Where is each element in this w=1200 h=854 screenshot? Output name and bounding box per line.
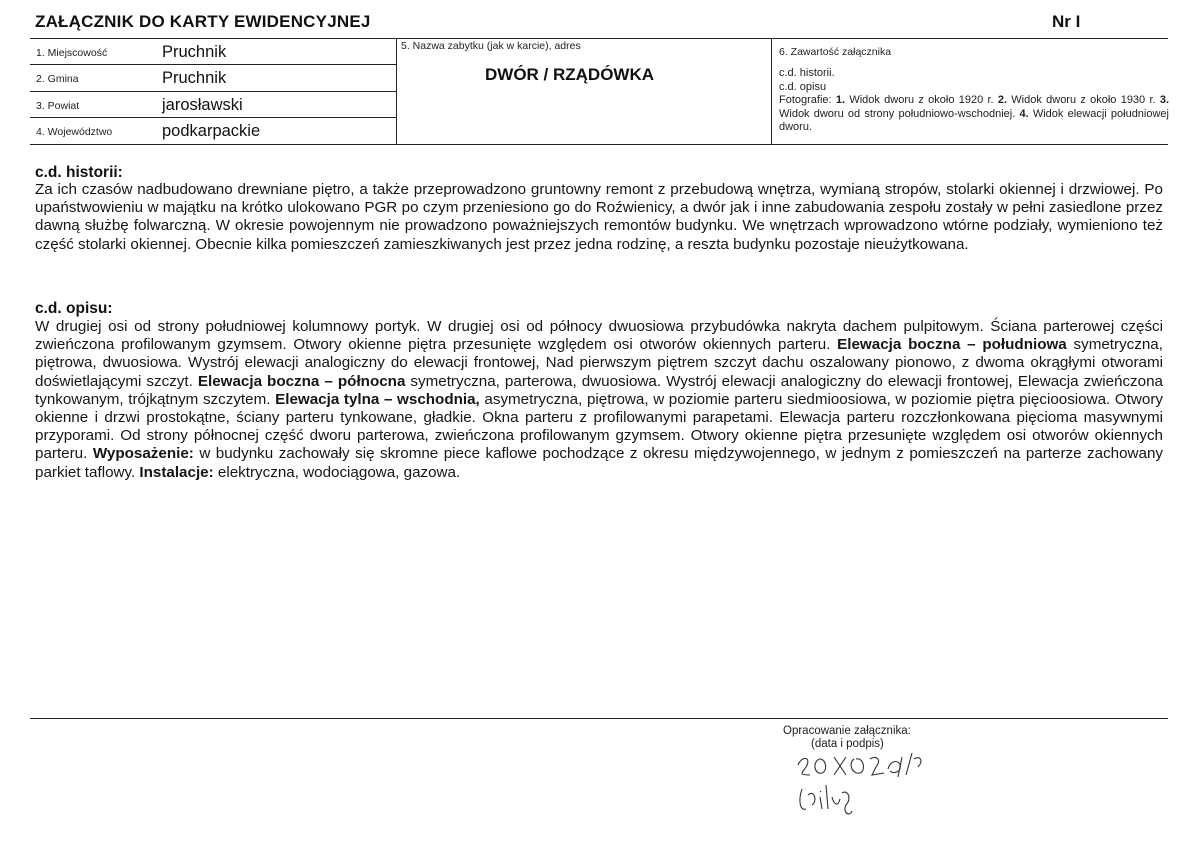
voivodeship-label: 4. Województwo xyxy=(36,126,113,138)
description-part-3: symetryczna, parterowa, dwuosiowa. Wystrój elewacji analogiczny do elewacji frontowej, Elewacja zwieńczona tynkowanym, trójkątnym szczytem. xyxy=(35,372,1163,408)
history-heading: c.d. historii: xyxy=(35,164,123,181)
table-top-border xyxy=(30,38,1168,39)
contents-item-photos xyxy=(779,94,1169,135)
contents-item-description: c.d. opisu xyxy=(779,80,827,93)
prepared-by-label: Opracowanie załącznika: xyxy=(783,725,911,737)
history-text: Za ich czasów nadbudowano drewniane piętro, a także przeprowadzono gruntowny remont z przebudową wnętrza, wymianą stropów, stolarki okiennej i drzwiowej. Po upaństwowieniu w majątku na krótko ulokowano PGR po czym przeniesiono go do Roźwienicy, a dwór jak i inne zabudowania zespołu zostały w pełni zasiedlone przez dawną służbę folwarczną. W okresie powojennym nie prowadzono poważniejszych remontów budynku. We wnętrzach wprowadzono wtórne podziały, wymieniono też część stolarki okiennej. Obecnie kilka pomieszczeń zamieszkiwanych jest przez jedna rodzinę, a reszta budynku pozostaje nieużytkowana. xyxy=(35,181,1163,253)
locality-label: 1. Miejscowość xyxy=(36,47,108,59)
photos-lead: Fotografie: xyxy=(779,94,836,107)
district-value: jarosławski xyxy=(162,96,243,114)
date-signature-label: (data i podpis) xyxy=(811,738,884,750)
row-divider-2 xyxy=(30,91,396,92)
commune-value: Pruchnik xyxy=(162,69,227,87)
description-part-6: elektryczna, wodociągowa, gazowa. xyxy=(213,463,461,481)
photo-2-number: 2. xyxy=(997,94,1008,107)
photo-1-number: 1. xyxy=(835,94,846,107)
contents-item-history: c.d. historii. xyxy=(779,67,835,79)
installations-heading: Instalacje: xyxy=(139,463,214,481)
photo-2-text: Widok dworu z około 1930 r. xyxy=(1007,94,1160,107)
description-part-1: W drugiej osi od strony południowej kolumnowy portyk. W drugiej osi od północy dwuosiowa przybudówka nakryta dachem pulpitowym. Ściana parterowej części zwieńczona profilowanym gzymsem. Otwory okienne piętra przesunięte względem osi otworów okiennych parteru. xyxy=(35,318,1163,354)
row-divider-1 xyxy=(30,64,396,65)
north-elevation-heading: Elewacja boczna – północna xyxy=(197,372,406,390)
commune-label: 2. Gmina xyxy=(36,73,79,85)
description-part-4: asymetryczna, piętrowa, w poziomie parteru siedmioosiowa, w poziomie piętra pięcioosiowa. Otwory okienne i drzwi prostokątne, ściany parteru tynkowane, gładkie. Okna parteru z profilowanymi parapetami. Elewacja parteru rozczłonkowana pięcioma masywnymi przyporami. Od strony północnej część dworu parterowa, zwieńczona profilowanym gzymsem. Otwory okienne piętra przesunięte względem osi otworów okiennych parteru. xyxy=(35,390,1163,463)
photo-4-text: Widok elewacji południowej dworu. xyxy=(779,107,1169,134)
handwritten-signature xyxy=(790,745,940,820)
document-title: ZAŁĄCZNIK DO KARTY EWIDENCYJNEJ xyxy=(35,12,371,31)
photo-3-number: 3. xyxy=(1159,94,1170,107)
description-text xyxy=(35,318,1163,482)
east-elevation-heading: Elewacja tylna – wschodnia, xyxy=(275,390,480,408)
table-bottom-border xyxy=(30,144,1168,145)
photo-1-text: Widok dworu z około 1920 r. xyxy=(845,94,998,107)
monument-label: 5. Nazwa zabytku (jak w karcie), adres xyxy=(401,40,581,52)
attachment-number: Nr I xyxy=(1052,12,1081,31)
voivodeship-value: podkarpackie xyxy=(162,122,261,140)
district-label: 3. Powiat xyxy=(36,100,80,112)
contents-label: 6. Zawartość załącznika xyxy=(779,46,892,58)
monument-name: DWÓR / RZĄDÓWKA xyxy=(485,65,655,84)
south-elevation-heading: Elewacja boczna – południowa xyxy=(837,336,1067,354)
photo-4-number: 4. xyxy=(1019,107,1029,120)
furnishings-heading: Wyposażenie: xyxy=(92,445,194,463)
footer-divider xyxy=(30,718,1168,719)
column-divider-2 xyxy=(771,38,772,144)
description-part-5: w budynku zachowały się skromne piece kaflowe pochodzące z okresu międzywojennego, w jednym z pomieszczeń na parterze zachowany parkiet taflowy. xyxy=(35,445,1164,481)
description-heading: c.d. opisu: xyxy=(35,300,113,317)
photo-3-text: Widok dworu od strony południowo-wschodniej. xyxy=(779,107,1020,120)
locality-value: Pruchnik xyxy=(162,43,227,61)
contents-list xyxy=(779,67,1169,135)
row-divider-3 xyxy=(30,117,396,118)
column-divider-1 xyxy=(396,38,397,144)
description-part-2: symetryczna, piętrowa, dwuosiowa. Wystrój elewacji analogiczny do elewacji frontowej, Nad pierwszym piętrem szczyt dachu oszalowany pionowo, z dwoma okrągłymi otworami doświetlającymi szczyt. xyxy=(35,336,1163,390)
